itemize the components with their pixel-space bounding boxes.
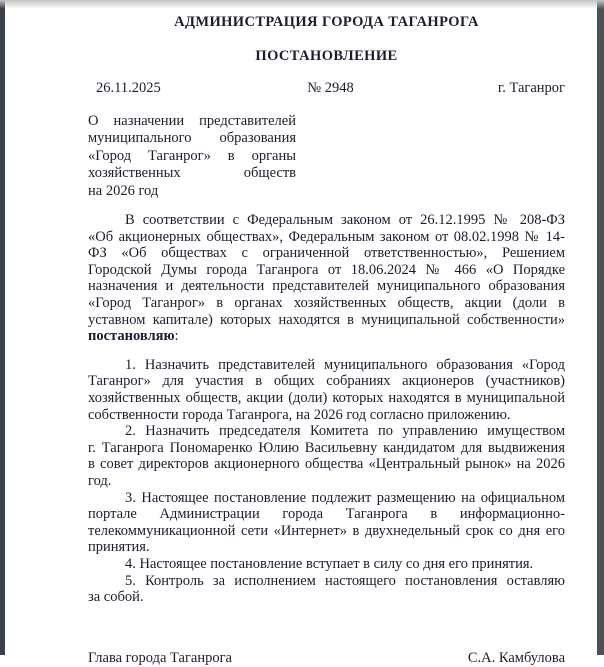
preamble-paragraph (88, 212, 565, 345)
right-edge-bar (597, 0, 604, 655)
resolution-points (88, 357, 565, 606)
resolve-word: постановляю (88, 328, 175, 345)
signer-position: Глава города Таганрога (88, 649, 232, 666)
organization-name: АДМИНИСТРАЦИЯ ГОРОДА ТАГАНРОГА (174, 14, 479, 30)
document-date: 26.11.2025 (96, 80, 161, 96)
point-1: 1. Назначить представителей муниципального образования «Город Таганрог» для участия в общих собраниях акционеров (участников) хозяйственных обществ, акции (доли) которых находятся в муниципальной собственности города Таганрога, на 2026 год согласно приложению. (88, 356, 565, 423)
preamble-text: В соответствии с Федеральным законом от 26.12.1995 № 208-ФЗ «Об акционерных обществах», Федеральным законом от 08.02.1998 № 14-ФЗ «Об обществах с ограниченной ответственностью», Решением Городской Думы города Таганрога от 18.06.2024 № 466 «О Порядке назначения и деятельности представителей муниципального образования «Город Таганрог» в органах хозяйственных обществ, акции (доли в уставном капитале) которых находятся в муниципальной собственности» (88, 212, 565, 328)
document-subject: О назначении представителей муниципального образования «Город Таганрог» в органы хозяйственных обществ на 2026 год (88, 113, 296, 199)
document-place: г. Таганрог (497, 80, 565, 96)
point-2: 2. Назначить председателя Комитета по управлению имуществом г. Таганрога Пономаренко Юлию Васильевну кандидатом для выдвижения в совет директоров акционерного общества «Центральный рынок» на 2026 год. (88, 423, 565, 489)
document-number: № 2948 (307, 80, 354, 96)
signature-row (88, 650, 565, 667)
point-4: 4. Настоящее постановление вступает в силу со дня его принятия. (125, 555, 534, 572)
document-page (5, 0, 597, 666)
resolve-colon: : (174, 328, 179, 345)
left-edge-bar (0, 0, 5, 655)
point-5: 5. Контроль за исполнением настоящего постановления оставляю за собой. (88, 572, 565, 606)
point-3: 3. Настоящее постановление подлежит размещению на официальном портале Администрации города Таганрога в информационно-телекоммуникационной сети «Интернет» в двухнедельный срок со дня его принятия. (88, 489, 565, 556)
requisites-row (88, 80, 565, 97)
signer-name: С.А. Камбулова (467, 649, 565, 666)
document-type-title: ПОСТАНОВЛЕНИЕ (255, 48, 398, 64)
